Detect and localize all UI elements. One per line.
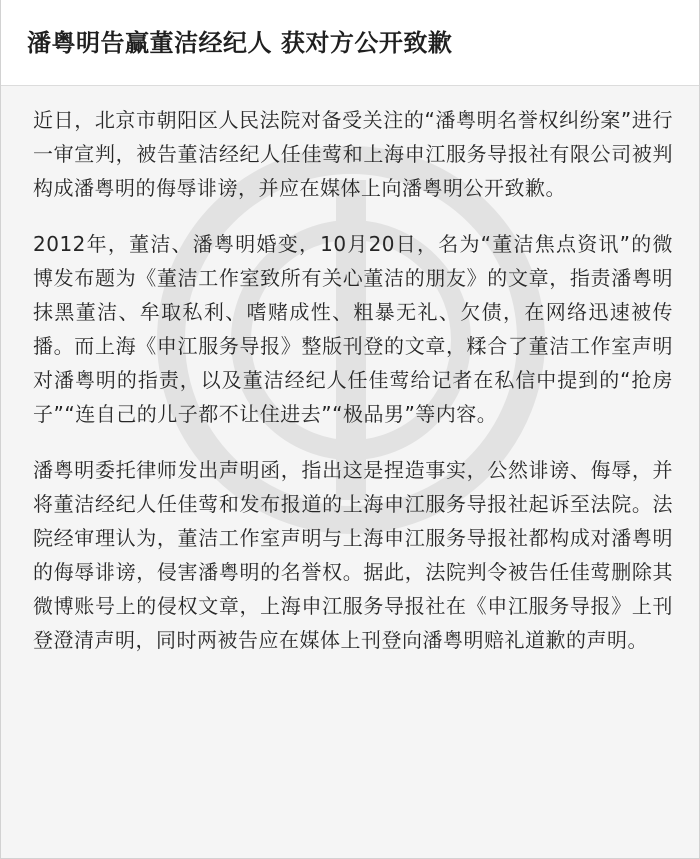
article-body (33, 103, 673, 679)
article-paragraph-1: 近日，北京市朝阳区人民法院对备受关注的“潘粤明名誉权纠纷案”进行一审宣判，被告董洁经纪人任佳莺和上海申江服务导报社有限公司被判构成潘粤明的侮辱诽谤，并应在媒体上向潘粤明公开致歉。 (33, 108, 673, 200)
article-header (1, 0, 700, 86)
article-title: 潘粤明告赢董洁经纪人 获对方公开致歉 (27, 29, 453, 57)
article-paragraph-3: 潘粤明委托律师发出声明函，指出这是捏造事实，公然诽谤、侮辱，并将董洁经纪人任佳莺和发布报道的上海申江服务导报社起诉至法院。法院经审理认为，董洁工作室声明与上海申江服务导报社都构成对潘粤明的侮辱诽谤，侵害潘粤明的名誉权。据此，法院判令被告任佳莺删除其微博账号上的侵权文章，上海申江服务导报社在《申江服务导报》上刊登澄清声明，同时两被告应在媒体上刊登向潘粤明赔礼道歉的声明。 (33, 458, 673, 652)
article-paragraph-2: 2012年，董洁、潘粤明婚变，10月20日，名为“董洁焦点资讯”的微博发布题为《董洁工作室致所有关心董洁的朋友》的文章，指责潘粤明抹黑董洁、牟取私利、嗜赌成性、粗暴无礼、欠债，在网络迅速被传播。而上海《申江服务导报》整版刊登的文章，糅合了董洁工作室声明对潘粤明的指责，以及董洁经纪人任佳莺给记者在私信中提到的“抢房子”“连自己的儿子都不让住进去”“极品男”等内容。 (33, 232, 673, 426)
